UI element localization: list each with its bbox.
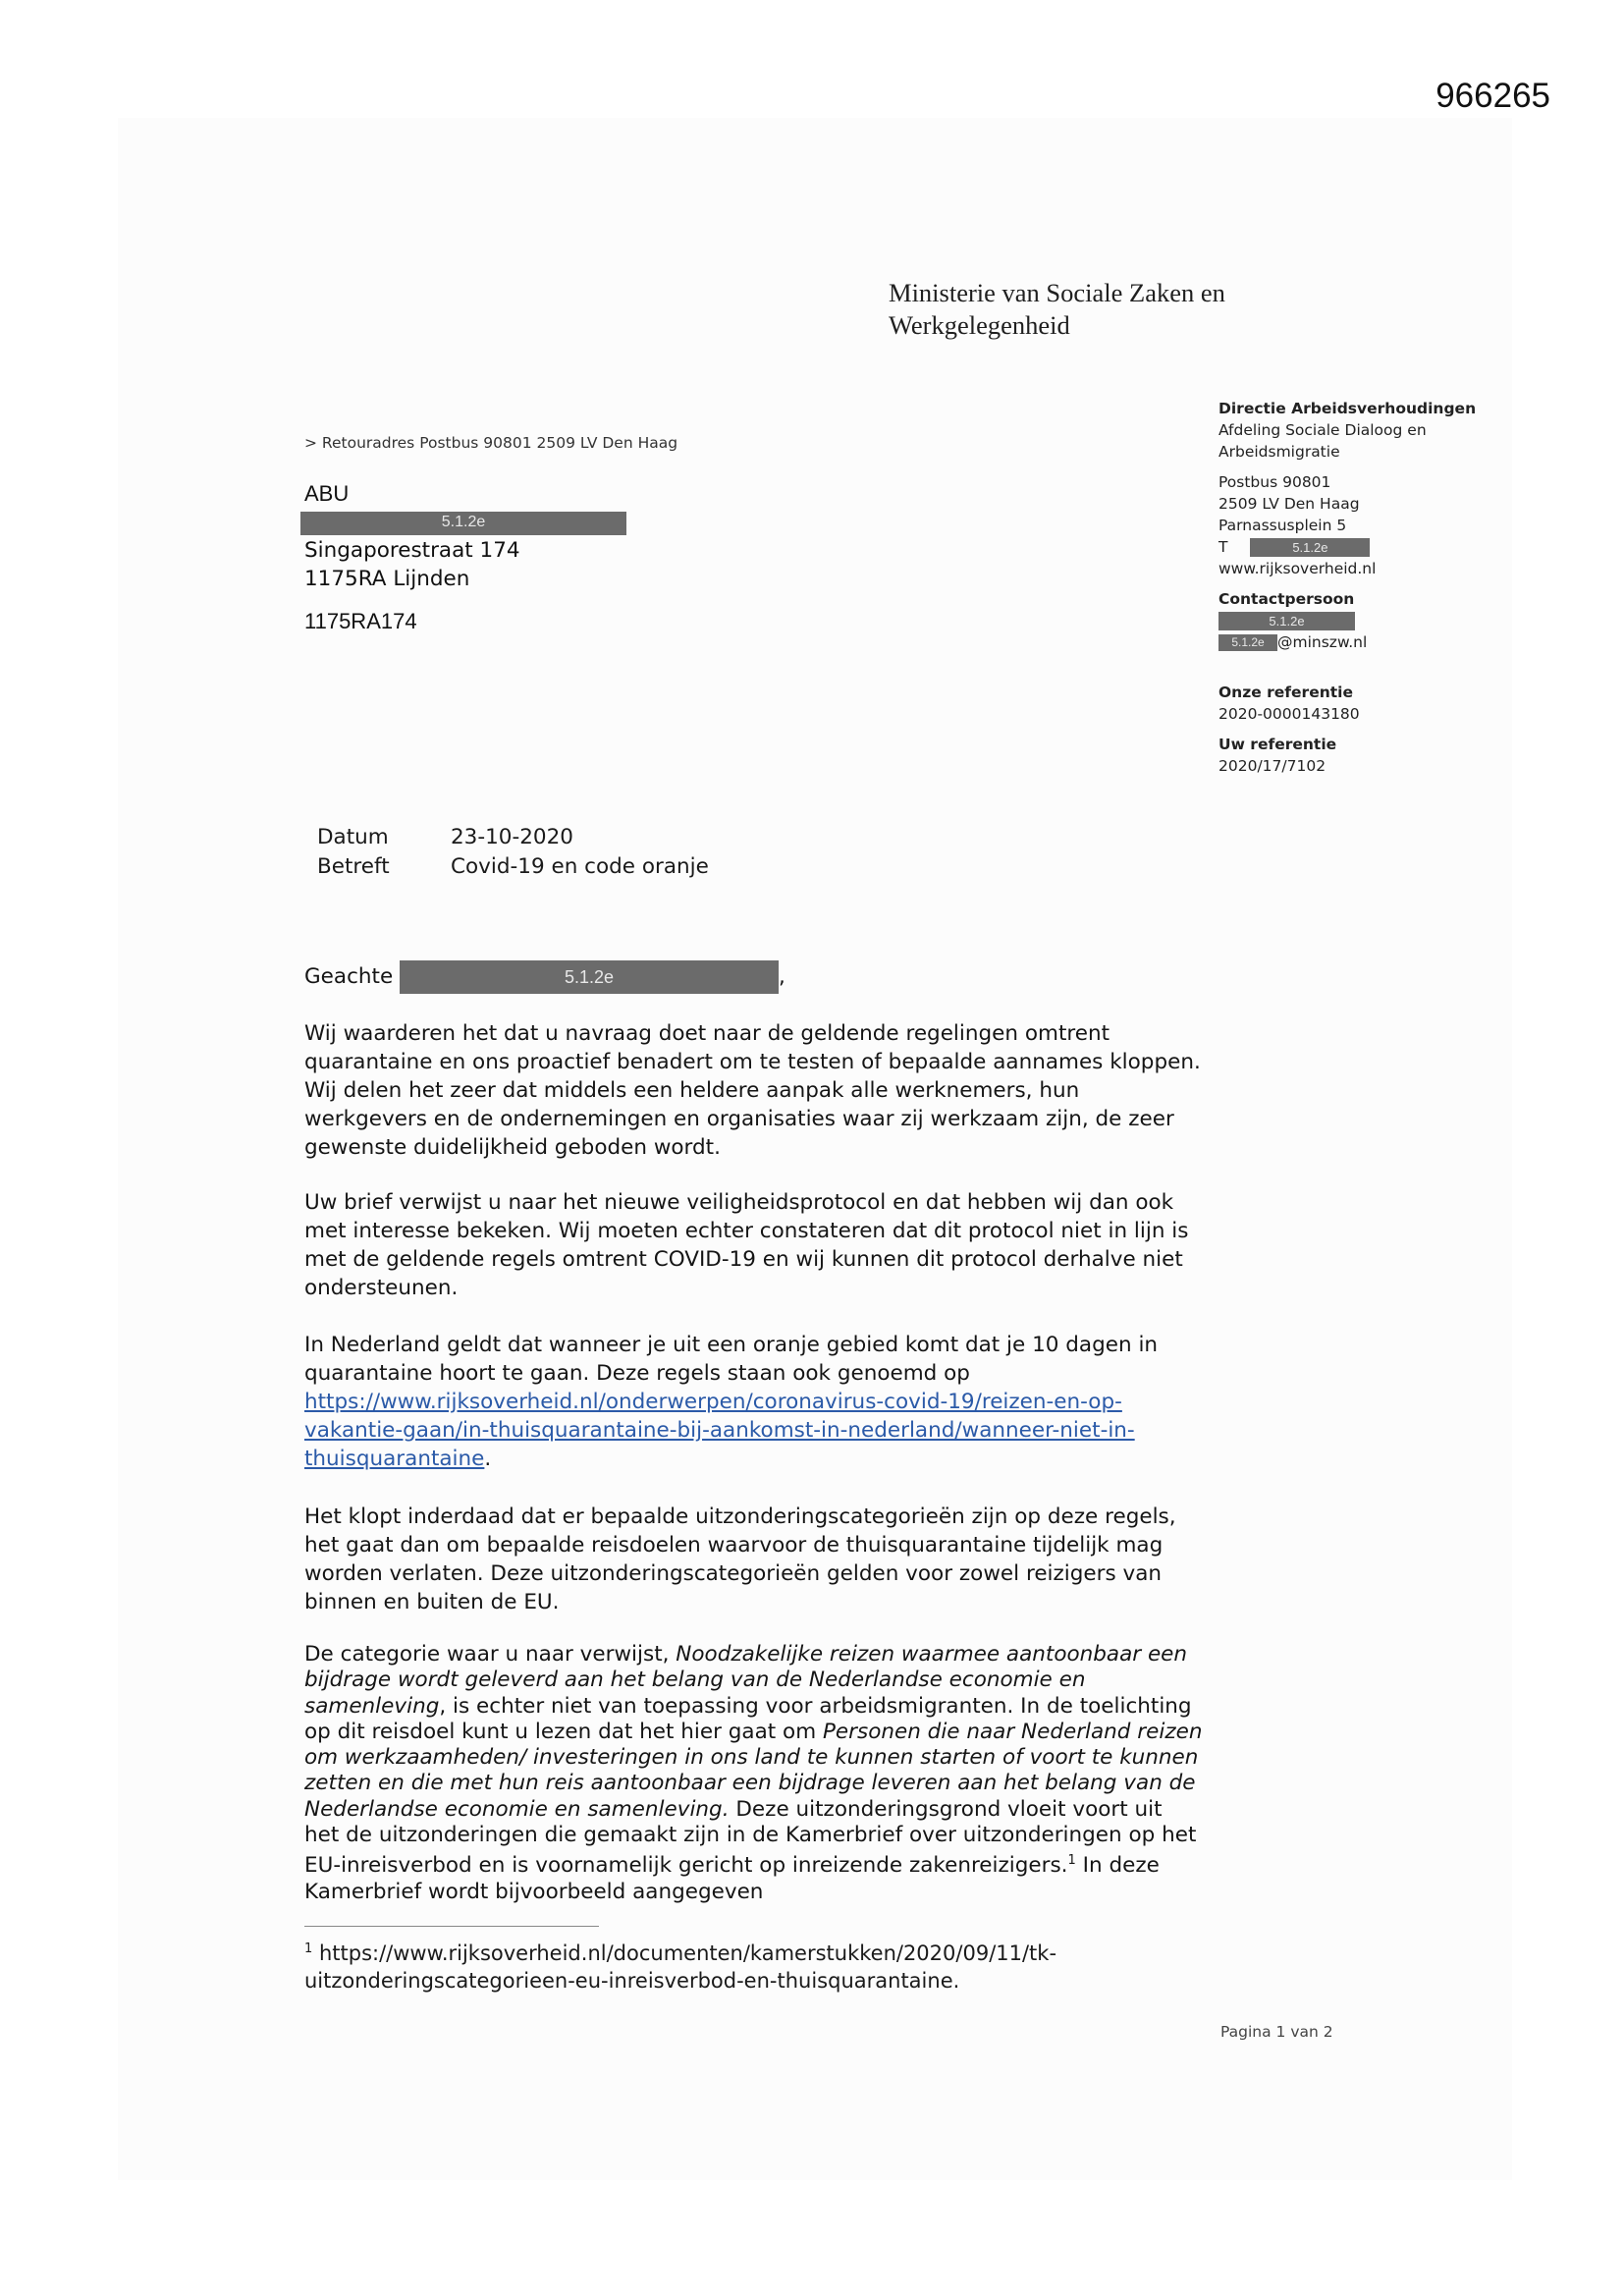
sender-info [1218, 398, 1476, 777]
datum-row [317, 823, 709, 852]
betreft-value: Covid-19 en code oranje [451, 854, 709, 879]
ministry-line-2: Werkgelegenheid [889, 310, 1070, 340]
footnote-reference: 1 [1067, 1853, 1076, 1869]
salutation [304, 960, 1203, 994]
recipient-street: Singaporestraat 174 [304, 538, 520, 563]
sender-postcode: 2509 LV Den Haag [1218, 495, 1360, 513]
sender-address: Parnassusplein 5 [1218, 517, 1347, 534]
phone-label: T [1218, 538, 1228, 556]
ministry-line-1: Ministerie van Sociale Zaken en [889, 278, 1225, 307]
betreft-row [317, 852, 709, 882]
redacted-name: 5.1.2e [300, 512, 626, 535]
paragraph-5-italic-2: Personen die naar Nederland reizen om werkzaamheden/ investeringen in ons land te kunnen starten of voort te kunnen zetten en die met hun reis aantoonbaar een bijdrage leveren aan het belang van de Nederlandse economie en samenleving. [304, 1719, 1203, 1822]
onze-referentie-heading: Onze referentie [1218, 683, 1353, 701]
ministry-header [889, 277, 1225, 342]
paragraph-1: Wij waarderen het dat u navraag doet naar de geldende regelingen omtrent quarantaine en ons proactief benadert om te testen of bepaalde aannames kloppen. Wij delen het zeer dat middels een heldere aanpak alle werknemers, hun werkgevers en de ondernemingen en organisaties waar zij werkzaam zijn, de zeer gewenste duidelijkheid geboden wordt. [304, 1021, 1201, 1160]
uw-referentie-heading: Uw referentie [1218, 736, 1337, 753]
email-row [1218, 631, 1476, 653]
letter-meta [317, 823, 709, 882]
footnote [304, 1936, 1188, 1995]
sender-afdeling-1: Afdeling Sociale Dialoog en [1218, 421, 1427, 439]
recipient-code: 1175RA174 [304, 609, 417, 633]
document-number: 966265 [1435, 77, 1550, 115]
rijksoverheid-link[interactable]: https://www.rijksoverheid.nl/onderwerpen/coronavirus-covid-19/reizen-en-op-vakantie-gaan/in-thuisquarantaine-bij-aankomst-in-nederland/wanneer-niet-in-thuisquarantaine [304, 1390, 1135, 1471]
sender-website: www.rijksoverheid.nl [1218, 560, 1377, 577]
paragraph-3-text: In Nederland geldt dat wanneer je uit een oranje gebied komt dat je 10 dagen in quarantaine hoort te gaan. Deze regels staan ook genoemd op [304, 1333, 1159, 1386]
onze-referentie-value: 2020-0000143180 [1218, 705, 1360, 723]
contact-heading: Contactpersoon [1218, 590, 1355, 608]
paragraph-2: Uw brief verwijst u naar het nieuwe veiligheidsprotocol en dat hebben wij dan ook met interesse bekeken. Wij moeten echter constateren dat dit protocol niet in lijn is met de geldende regels omtrent COVID-19 en wij kunnen dit protocol derhalve niet ondersteunen. [304, 1190, 1189, 1300]
paragraph-3 [304, 1331, 1203, 1473]
salutation-text: Geachte [304, 964, 394, 989]
sender-afdeling-2: Arbeidsmigratie [1218, 443, 1340, 461]
email-redacted: 5.1.2e [1218, 634, 1277, 651]
footnote-divider [304, 1926, 599, 1927]
footnote-number: 1 [304, 1941, 313, 1956]
contact-redacted: 5.1.2e [1218, 612, 1355, 630]
paragraph-5-c: Deze uitzonderingsgrond vloeit voort uit het de uitzonderingen die gemaakt zijn in de Kamerbrief over uitzonderingen op het EU-inreisverbod en is voornamelijk gericht op inreizende zakenreizigers. [304, 1796, 1197, 1879]
return-address: > Retouradres Postbus 90801 2509 LV Den Haag [304, 434, 678, 452]
sender-directie: Directie Arbeidsverhoudingen [1218, 400, 1477, 417]
paragraph-5-a: De categorie waar u naar verwijst, [304, 1642, 677, 1667]
phone-redacted: 5.1.2e [1250, 538, 1370, 557]
paragraph-4: Het klopt inderdaad dat er bepaalde uitzonderingscategorieën zijn op deze regels, het gaat dan om bepaalde reisdoelen waarvoor de thuisquarantaine tijdelijk mag worden verlaten. Deze uitzonderingscategorieën gelden voor zowel reizigers van binnen en buiten de EU. [304, 1504, 1176, 1614]
footnote-text: https://www.rijksoverheid.nl/documenten/kamerstukken/2020/09/11/tk-uitzonderingscategorieen-eu-inreisverbod-en-thuisquarantaine. [304, 1941, 1057, 1993]
contact-redacted-row [1218, 610, 1476, 631]
recipient-city: 1175RA Lijnden [304, 567, 470, 591]
sender-postbus: Postbus 90801 [1218, 473, 1331, 491]
page-number: Pagina 1 van 2 [1220, 2023, 1333, 2041]
datum-value: 23-10-2020 [451, 825, 573, 849]
paragraph-5 [304, 1642, 1203, 1905]
paragraph-5-italic-1: Noodzakelijke reizen waarmee aantoonbaar een bijdrage wordt geleverd aan het belang van de Nederlandse economie en samenleving [304, 1642, 1188, 1719]
recipient-org: ABU [304, 481, 350, 506]
paragraph-5-d: In deze Kamerbrief wordt bijvoorbeeld aangegeven [304, 1853, 1160, 1904]
paragraph-3-end: . [484, 1447, 492, 1471]
email-domain: @minszw.nl [1277, 633, 1368, 651]
paragraph-5-b: , is echter niet van toepassing voor arbeidsmigranten. In de toelichting op dit reisdoel kunt u lezen dat het hier gaat om [304, 1693, 1192, 1744]
datum-label: Datum [317, 825, 389, 849]
salutation-redacted: 5.1.2e [400, 960, 779, 994]
uw-referentie-value: 2020/17/7102 [1218, 757, 1326, 775]
recipient-redaction [300, 512, 626, 535]
salutation-suffix: , [779, 964, 785, 989]
betreft-label: Betreft [317, 854, 390, 879]
sender-phone [1218, 536, 1476, 558]
